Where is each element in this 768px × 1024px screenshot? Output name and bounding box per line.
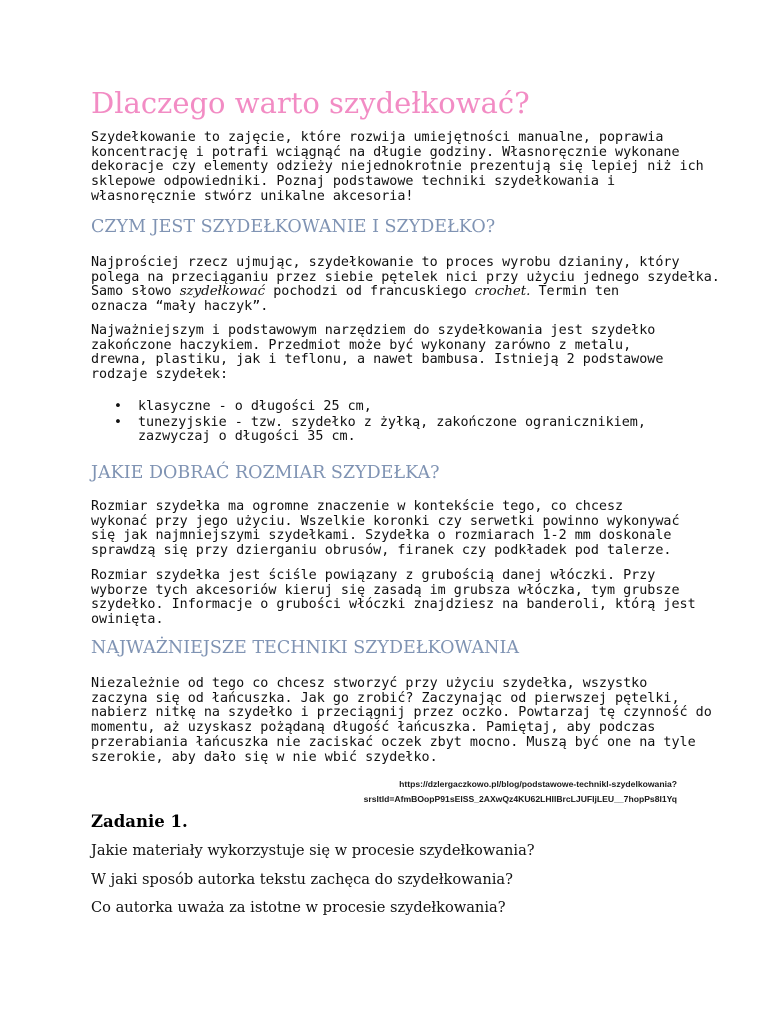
section2-paragraph-1 [91, 500, 681, 559]
intro-line: własnoręcznie stwórz unikalne akcesoria! [91, 188, 414, 204]
term-crochet: crochet. [474, 284, 531, 300]
paragraph-line: przerabiania łańcuszka nie zaciskać oczek zbyt mocno. Muszą być one na tyle [91, 734, 696, 750]
section-heading-techniques: NAJWAŻNIEJSZE TECHNIKI SZYDEŁKOWANIA [91, 638, 520, 658]
task-question: W jaki sposób autorka tekstu zachęca do szydełkowania? [91, 871, 513, 888]
paragraph-line: nabierz nitkę na szydełko i przeciągnij przez oczko. Powtarzaj tę czynność do [91, 705, 712, 721]
section-heading-hook-size: JAKIE DOBRAĆ ROZMIAR SZYDEŁKA? [91, 463, 440, 483]
list-item-text: klasyczne - o długości 25 cm, [138, 399, 372, 414]
section1-paragraph-1 [91, 255, 720, 315]
paragraph-line: oznacza “mały haczyk”. [91, 299, 269, 315]
task-question: Jakie materiały wykorzystuje się w procesie szydełkowania? [91, 842, 535, 859]
paragraph-line: Najważniejszym i podstawowym narzędziem do szydełkowania jest szydełko [91, 323, 656, 338]
paragraph-line: Niezależnie od tego co chcesz stworzyć przy użyciu szydełka, wszystko [91, 676, 648, 691]
list-item [91, 416, 681, 445]
paragraph-line: zakończone haczykiem. Przedmiot może być wykonany zarówno z metalu, [91, 337, 632, 353]
intro-line: Szydełkowanie to zajęcie, które rozwija umiejętności manualne, poprawia [91, 130, 664, 145]
bullet-icon: • [114, 414, 122, 430]
source-link[interactable] [364, 777, 677, 807]
source-url-line[interactable]: https://dzlergaczkowo.pl/blog/podstawowe-technikl-szydelkowania? [399, 779, 677, 789]
paragraph-line: wykonać przy jego użyciu. Wszelkie koronki czy serwetki powinno wykonywać [91, 513, 680, 529]
intro-line: sklepowe odpowiedniki. Poznaj podstawowe techniki szydełkowania i [91, 174, 616, 190]
paragraph-line: Najprościej rzecz ujmując, szydełkowanie to proces wyrobu dzianiny, który [91, 255, 680, 270]
paragraph-line: polega na przeciąganiu przez siebie pętelek nici przy użyciu jednego szydełka. [91, 269, 720, 285]
paragraph-line: zaczyna się od łańcuszka. Jak go zrobić? Zaczynając od pierwszej pętelki, [91, 690, 680, 706]
page-title: Dlaczego warto szydełkować? [91, 86, 530, 120]
section2-paragraph-2 [91, 568, 696, 628]
text-run: pochodzi od francuskiego [265, 284, 475, 300]
paragraph-line: wyborze tych akcesoriów kieruj się zasadą im grubsza włóczka, tym grubsze [91, 582, 680, 598]
intro-line: koncentrację i potrafi wciągnąć na długie godziny. Własnoręcznie wykonane [91, 144, 680, 160]
section1-paragraph-2 [91, 324, 681, 383]
task-question: Co autorka uważa za istotne w procesie szydełkowania? [91, 899, 506, 916]
text-run: Samo słowo [91, 284, 180, 300]
paragraph-line: szydełko. Informacje o grubości włóczki znajdziesz na banderoli, którą jest [91, 597, 696, 613]
paragraph-line: sprawdzą się przy dzierganiu obrusów, firanek czy podkładek pod talerze. [91, 543, 672, 559]
paragraph-line: rodzaje szydełek: [91, 367, 229, 383]
section3-paragraph-1 [91, 676, 712, 765]
text-run: Termin ten [530, 284, 620, 300]
section-heading-what-is-crochet: CZYM JEST SZYDEŁKOWANIE I SZYDEŁKO? [91, 217, 496, 237]
bullet-icon: • [114, 399, 122, 414]
list-item-text: tunezyjskie - tzw. szydełko z żyłką, zakończone ogranicznikiem, [138, 414, 646, 430]
paragraph-line-with-terms [91, 285, 681, 300]
source-url-line[interactable]: srsltld=AfmBOopP91sElSS_2AXwQz4KU62LHIlBrcLJUFIjLEU__7hopPs8I1Yq [363, 794, 677, 804]
list-item [91, 400, 681, 415]
paragraph-line: Rozmiar szydełka jest ściśle powiązany z grubością danej włóczki. Przy [91, 568, 656, 583]
crochet-hook-types-list [91, 400, 681, 446]
paragraph-line: momentu, aż uzyskasz pożądaną długość łańcuszka. Pamiętaj, aby podczas [91, 720, 656, 736]
paragraph-line: szerokie, aby dało się w nie wbić szydełko. [91, 749, 438, 765]
task-title: Zadanie 1. [91, 812, 188, 831]
term-szydelkowac: szydełkować [179, 284, 266, 300]
intro-paragraph [91, 130, 704, 205]
paragraph-line: owinięta. [91, 612, 164, 628]
paragraph-line: Rozmiar szydełka ma ogromne znaczenie w kontekście tego, co chcesz [91, 499, 624, 514]
paragraph-line: drewna, plastiku, jak i teflonu, a nawet bambusa. Istnieją 2 podstawowe [91, 352, 664, 368]
paragraph-line: się jak najmniejszymi szydełkami. Szydełka o rozmiarach 1-2 mm doskonale [91, 528, 672, 544]
intro-line: dekoracje czy elementy odzieży niejednokrotnie prezentują się lepiej niż ich [91, 159, 704, 175]
list-item-text: zazwyczaj o długości 35 cm. [138, 429, 356, 445]
